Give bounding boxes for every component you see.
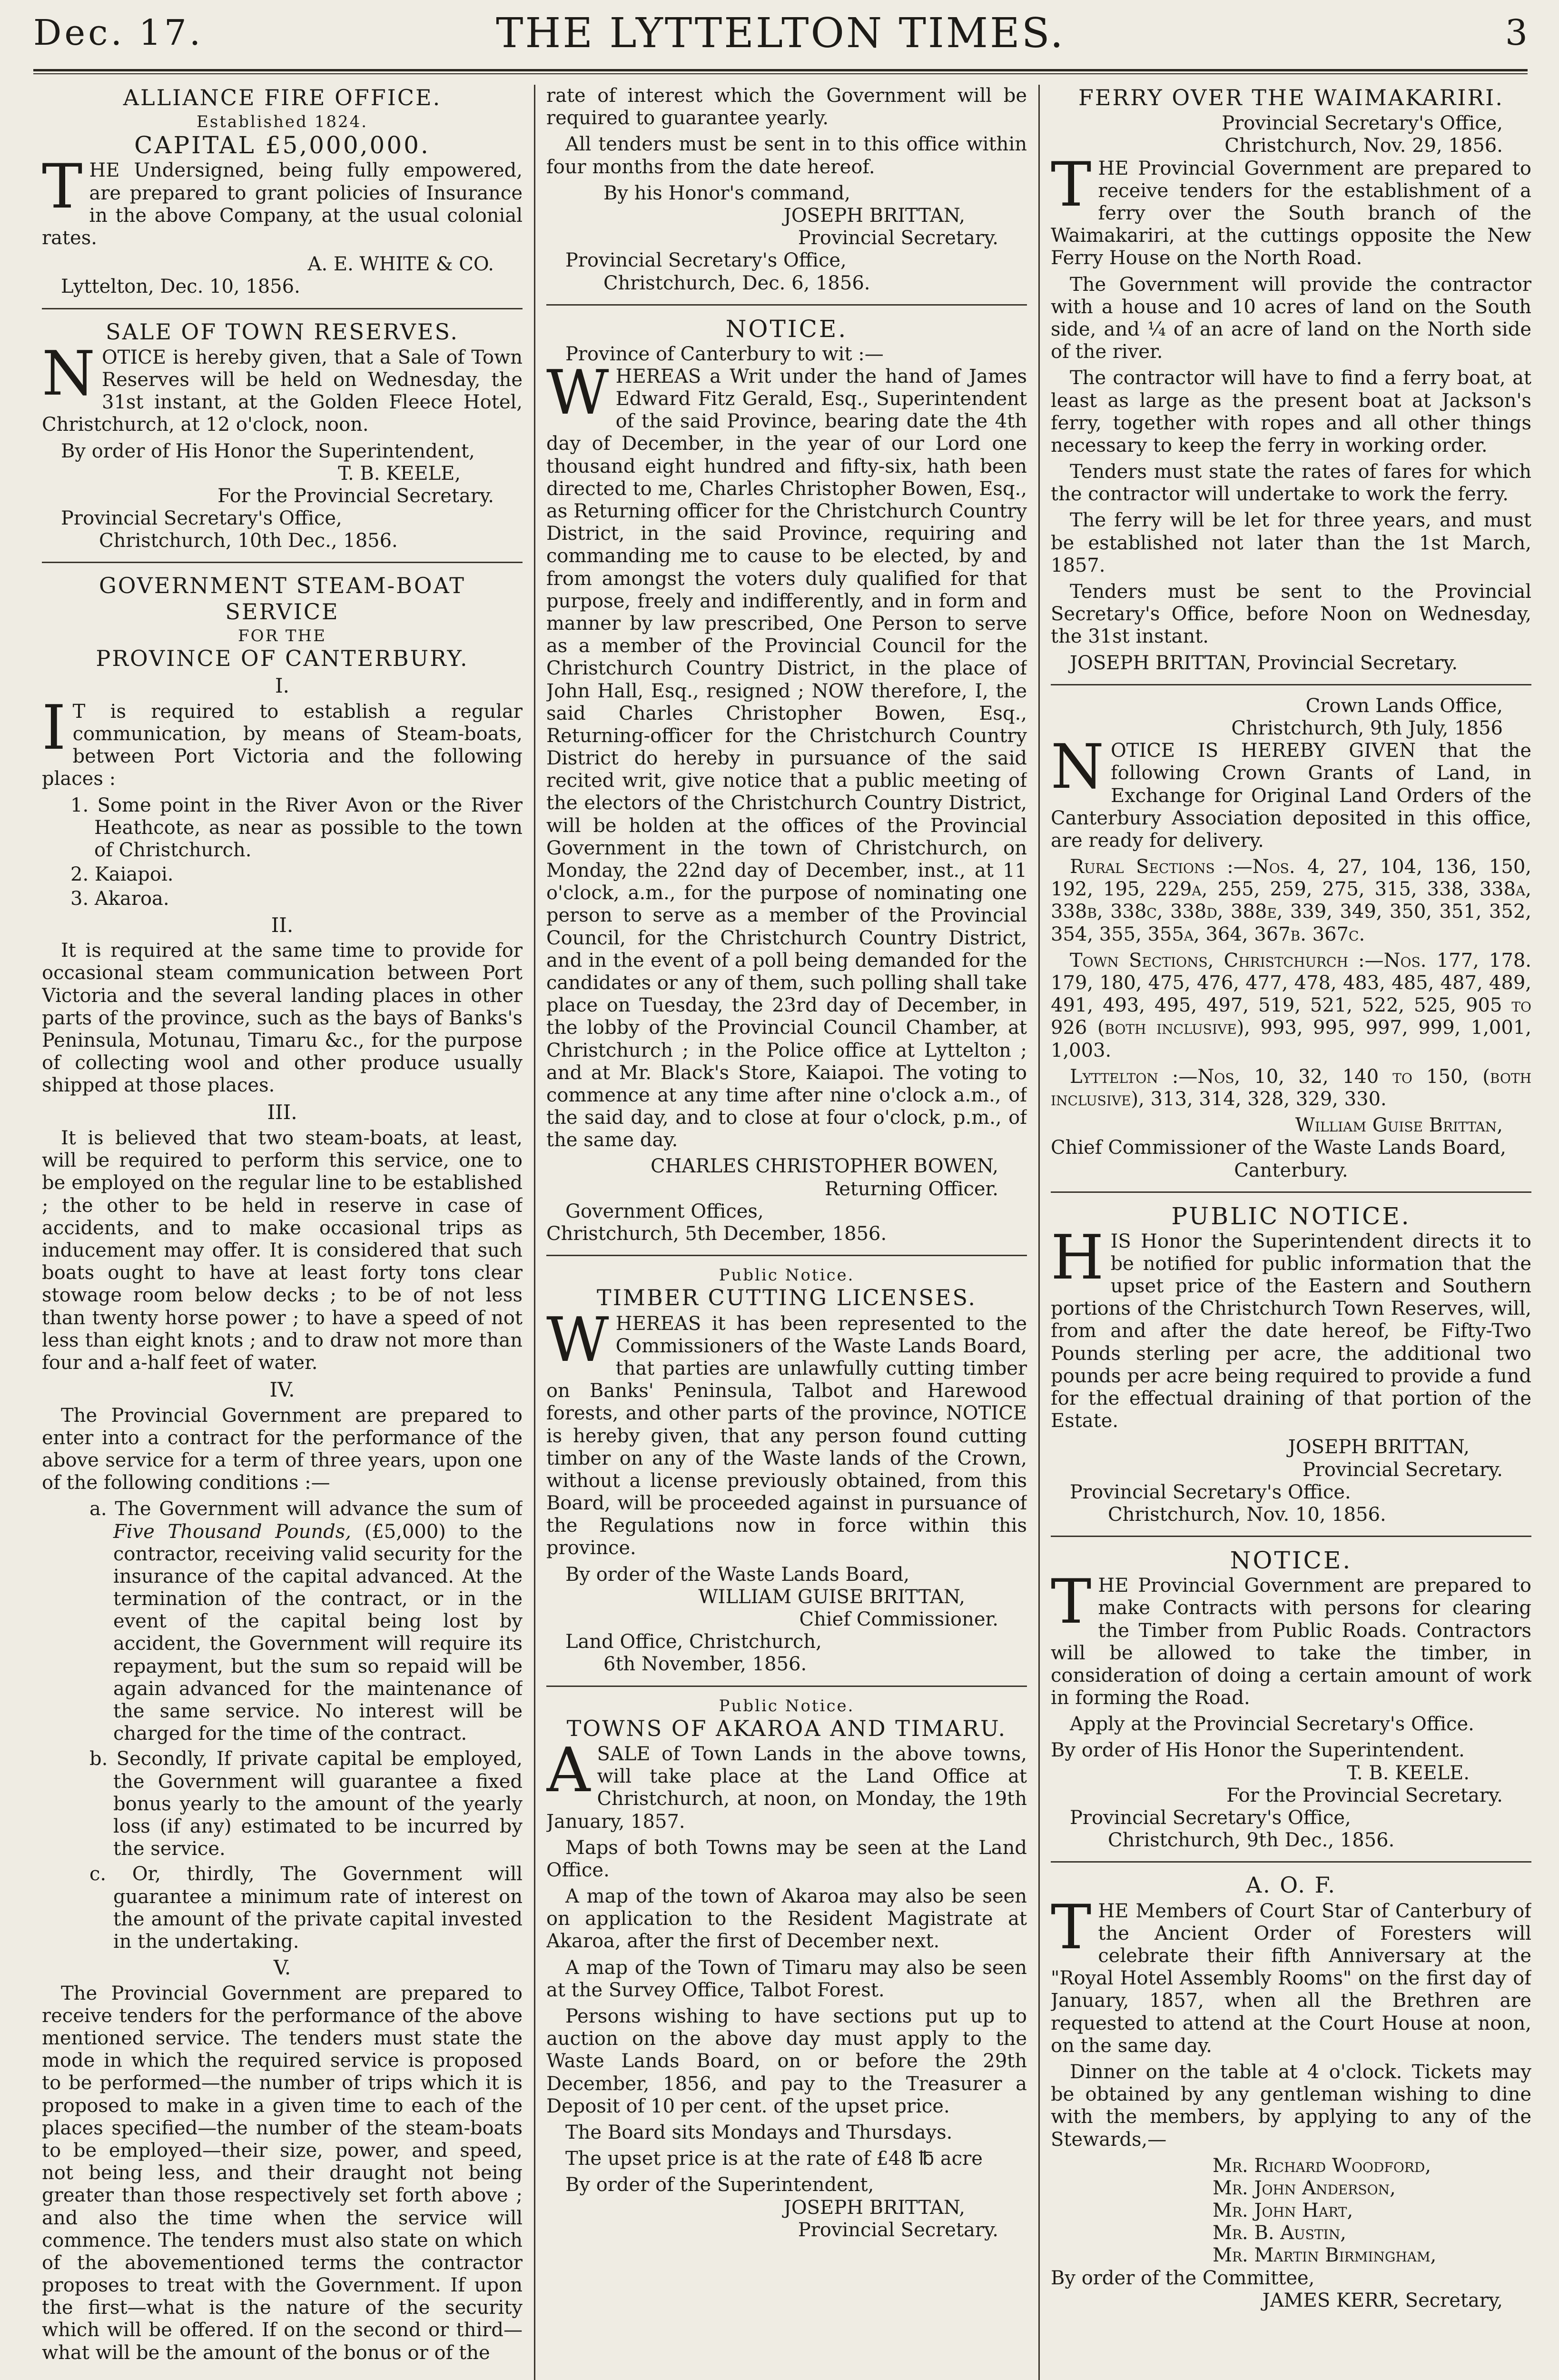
ad-kicker: Public Notice. xyxy=(719,1266,855,1285)
ad-dated: Christchurch, 9th Dec., 1856. xyxy=(1108,1829,1395,1852)
drop-cap: W xyxy=(546,357,609,428)
ad-paragraph: A map of the town of Akaroa may also be seen on application to the Resident Magistrate at Akaroa, after the first of December next. xyxy=(546,1885,1027,1953)
ad-paragraph: The Board sits Mondays and Thursdays. xyxy=(565,2121,953,2143)
ad-dated: Christchurch, Nov. 10, 1856. xyxy=(1108,1503,1386,1526)
ad-role: Provincial Secretary. xyxy=(798,2219,998,2241)
drop-cap: A xyxy=(546,1735,591,1806)
place-item: 3. Akaroa. xyxy=(70,888,169,910)
public-notice-town-reserves xyxy=(1051,1202,1531,1537)
ad-signature: WILLIAM GUISE BRITTAN, xyxy=(698,1586,965,1608)
ad-body: WHEREAS a Writ under the hand of James Edward Fitz Gerald, Esq., Superintendent of the said Province, bearing date the 4th day of December, in the year of our Lord one thousand eight hundred and fifty-six, hath been directed to me, Charles Christopher Bowen, Esq., as Returning officer for the Christchurch Country District, in the said Province, requiring and commanding me to cause to be elected, by and from amongst the voters duly qualified for that purpose, freely and indifferently, and in form and manner by law prescribed, One Person to serve as a member of the Provincial Council for the Christchurch Country District, in the place of John Hall, Esq., resigned ; NOW therefore, I, the said Charles Christopher Bowen, Esq., Returning-officer for the Christchurch Country District do hereby in pursuance of the said recited writ, give notice that a public meeting of the electors of the Christchurch Country District, will be holden at the offices of the Provincial Government in the town of Christchurch, on Monday, the 22nd day of December, inst., at 11 o'clock, a.m., for the purpose of nominating one person to serve as a member of the Provincial Council, for the Christchurch Country District, and in the event of a poll being demanded for the candidates or any of them, such polling shall take place on Tuesday, the 23rd day of December, in the lobby of the Provincial Council Chamber, at Christchurch ; in the Police office at Lyttelton ; and at Mr. Black's Store, Kaiapoi. The voting to commence at any time after nine o'clock a.m., of the said day, and to close at four o'clock, p.m., of the same day. xyxy=(546,357,1027,1151)
ad-role: Chief Commissioner of the Waste Lands Board, xyxy=(1051,1137,1506,1159)
aof-court-star-notice xyxy=(1051,1872,1531,2321)
ad-office: Land Office, Christchurch, xyxy=(565,1631,822,1653)
ad-signature: William Guise Brittan, xyxy=(1295,1114,1503,1137)
ad-paragraph: The upset price is at the rate of £48 ℔ acre xyxy=(565,2148,983,2170)
ad-dated: Christchurch, Dec. 6, 1856. xyxy=(603,272,870,294)
condition-b: b. Secondly, If private capital be employed, the Government will guarantee a fixed bonus yearly to the amount of the yearly loss (if any) estimated to be incurred by the service. xyxy=(89,1748,523,1860)
ad-title: FERRY OVER THE WAIMAKARIRI. xyxy=(1078,85,1504,110)
ad-title: NOTICE. xyxy=(1230,1547,1352,1575)
alliance-fire-office-ad xyxy=(42,85,523,309)
issue-date: Dec. 17. xyxy=(33,12,204,53)
masthead-rule xyxy=(33,69,1528,74)
section-number: I. xyxy=(275,674,289,698)
ad-signature: CHARLES CHRISTOPHER BOWEN, xyxy=(651,1155,998,1178)
ad-established: Established 1824. xyxy=(196,112,368,132)
drop-cap: T xyxy=(1051,1567,1092,1638)
ad-signature: JOSEPH BRITTAN, xyxy=(783,204,965,227)
column-1 xyxy=(42,85,523,2380)
ad-place: Canterbury. xyxy=(1234,1159,1348,1181)
drop-cap: T xyxy=(42,151,83,223)
steam-boat-service-ad xyxy=(42,573,523,2377)
ad-signature: A. E. WHITE & CO. xyxy=(307,253,494,276)
ad-office: Provincial Secretary's Office, xyxy=(61,507,342,530)
election-writ-notice xyxy=(546,315,1027,1257)
timber-cutting-licenses-notice xyxy=(546,1266,1027,1686)
ad-role: Chief Commissioner. xyxy=(799,1608,998,1630)
steward-name: Mr. John Hart, xyxy=(1213,2200,1353,2222)
section-text: The Provincial Government are prepared to receive tenders for the performance of the above mentioned service. The tenders must state the mode in which the required service is proposed to be performed—the number of trips which it is proposed to make in a given time to each of the places specified—the number of the steam-boats to be employed—their size, power, and speed, not being less, and their draught not being greater than those respectively set forth above ; and also the time when the service will commence. The tenders must also state on which of the abovementioned terms the contractor proposes to treat with the Government. If upon the first—what is the nature of the security which will be offered. If on the second or third—what will be the amount of the bonus or of the xyxy=(42,1982,523,2364)
ad-paragraph: Maps of both Towns may be seen at the Land Office. xyxy=(546,1836,1027,1881)
ad-title: TOWNS OF AKAROA AND TIMARU. xyxy=(566,1715,1007,1741)
ad-office: Provincial Secretary's Office, xyxy=(565,249,847,272)
column-divider xyxy=(1038,85,1040,2380)
ad-office: Government Offices, xyxy=(565,1200,764,1222)
drop-cap: T xyxy=(1051,1892,1092,1963)
steward-name: Mr. John Anderson, xyxy=(1213,2177,1396,2199)
ad-order: By order of His Honor the Superintendent, xyxy=(61,440,475,462)
section-number: V. xyxy=(273,1956,291,1980)
rural-sections: Rural Sections :—Nos. 4, 27, 104, 136, 150, 192, 195, 229a, 255, 259, 275, 315, 338, 338a, 338b, 338c, 338d, 388e, 339, 349, 350, 351, 352, 354, 355, 355a, 364, 367b. 367c. xyxy=(1051,856,1531,945)
place-item: 2. Kaiapoi. xyxy=(70,863,174,886)
ad-signature: JOSEPH BRITTAN, xyxy=(783,2196,965,2219)
ad-office: Crown Lands Office, xyxy=(1305,694,1503,717)
steam-boat-service-continued xyxy=(546,85,1027,306)
ad-order: By order of the Superintendent, xyxy=(565,2174,874,2196)
ad-body: NOTICE is hereby given, that a Sale of Town Reserves will be held on Wednesday, the 31st instant, at the Golden Fleece Hotel, Christchurch, at 12 o'clock, noon. xyxy=(42,338,523,436)
ad-title: ALLIANCE FIRE OFFICE. xyxy=(123,85,442,110)
town-sections: Town Sections, Christchurch :—Nos. 177, 178. 179, 180, 475, 476, 477, 478, 483, 485, 487, 489, 491, 493, 495, 497, 519, 521, 522, 525, 905 to 926 (both inclusive), 993, 995, 997, 999, 1,001, 1,003. xyxy=(1051,949,1531,1061)
ad-order: By order of His Honor the Superintendent. xyxy=(1051,1739,1465,1762)
masthead xyxy=(33,6,1528,63)
drop-cap: W xyxy=(546,1304,609,1376)
ad-signature: T. B. KEELE. xyxy=(1347,1762,1470,1784)
ad-body: WHEREAS it has been represented to the Commissioners of the Waste Lands Board, that parties are unlawfully cutting timber on Banks' Peninsula, Talbot and Harewood forests, and other parts of the province, NOTICE is hereby given, that any person found cutting timber on any of the Waste lands of the Crown, without a license previously obtained, from this Board, will be proceeded against in pursuance of the Regulations now in force within this province. xyxy=(546,1304,1027,1559)
drop-cap: N xyxy=(42,338,95,409)
steward-name: Mr. Richard Woodford, xyxy=(1213,2154,1431,2177)
lyttelton-sections: Lyttelton :—Nos, 10, 32, 140 to 150, (both inclusive), 313, 314, 328, 329, 330. xyxy=(1051,1065,1531,1110)
section-number: II. xyxy=(271,913,294,937)
ferry-waimakariri-notice xyxy=(1051,85,1531,685)
section-text: It is required at the same time to provide for occasional steam communication between Port Victoria and the several landing places in other parts of the province, such as the bays of Banks's Peninsula, Motunau, Timaru &c., for the purpose of collecting wool and other produce usually shipped at those places. xyxy=(42,940,523,1097)
ad-paragraph: Tenders must be sent to the Provincial Secretary's Office, before Noon on Wednesday, the 31st instant. xyxy=(1051,581,1531,648)
page-number: 3 xyxy=(1505,12,1528,53)
ad-body: THE Provincial Government are prepared to make Contracts with persons for clearing the Timber from Public Roads. Contractors will be allowed to take the timber, in consideration of doing a certain amount of work in forming the Road. xyxy=(1051,1567,1531,1709)
ad-province: PROVINCE OF CANTERBURY. xyxy=(96,645,469,672)
crown-lands-notice xyxy=(1051,695,1531,1193)
ad-order: By order of the Committee, xyxy=(1051,2267,1315,2289)
ad-for: For the Provincial Secretary. xyxy=(1226,1784,1503,1806)
ad-paragraph: A map of the Town of Timaru may also be seen at the Survey Office, Talbot Forest. xyxy=(546,1956,1027,2001)
ad-title: TIMBER CUTTING LICENSES. xyxy=(597,1285,977,1311)
ad-paragraph: Apply at the Provincial Secretary's Office. xyxy=(1070,1713,1474,1735)
condition-a: a. The Government will advance the sum of Five Thousand Pounds, (£5,000) to the contractor, receiving valid security for the insurance of the capital advanced. At the termination of the contract, or in the event of the capital being lost by accident, the Government will require its repayment, but the sum so repaid will be again advanced for the maintenance of the same service. No interest will be charged for the time of the contract. xyxy=(89,1498,523,1745)
ad-order: By order of the Waste Lands Board, xyxy=(565,1563,910,1586)
drop-cap: T xyxy=(1051,149,1092,220)
ad-title: GOVERNMENT STEAM-BOAT SERVICE xyxy=(99,573,465,625)
ad-dated: Lyttelton, Dec. 10, 1856. xyxy=(61,276,300,298)
ad-body: THE Provincial Government are prepared to receive tenders for the establishment of a ferry over the South branch of the Waimakariri, at the cuttings opposite the New Ferry House on the North Road. xyxy=(1051,149,1531,269)
ad-capital: CAPITAL £5,000,000. xyxy=(134,131,430,159)
continued-text: rate of interest which the Government will be required to guarantee yearly. xyxy=(546,85,1027,129)
ad-title: SALE OF TOWN RESERVES. xyxy=(106,318,459,345)
ad-role: Returning Officer. xyxy=(825,1178,998,1200)
ad-dated: Christchurch, 10th Dec., 1856. xyxy=(99,530,398,552)
ad-order: By his Honor's command, xyxy=(603,182,850,204)
ad-paragraph: Tenders must state the rates of fares for which the contractor will undertake to work the ferry. xyxy=(1051,461,1531,506)
ad-paragraph: The ferry will be let for three years, and must be established not later than the 1st March, 1857. xyxy=(1051,509,1531,576)
ad-body: ASALE of Town Lands in the above towns, will take place at the Land Office at Christchurch, at noon, on Monday, the 19th January, 1857. xyxy=(546,1735,1027,1833)
drop-cap: N xyxy=(1051,732,1104,803)
place-item: 1. Some point in the River Avon or the River Heathcote, as near as possible to the town of Christchurch. xyxy=(70,794,523,862)
ad-for-the: FOR THE xyxy=(237,626,327,645)
ad-dated: Christchurch, 5th December, 1856. xyxy=(546,1223,887,1245)
ad-office: Provincial Secretary's Office. xyxy=(1070,1481,1351,1503)
ad-for: For the Provincial Secretary. xyxy=(217,485,494,507)
ad-paragraph: The contractor will have to find a ferry boat, at least as large as the present boat at Jackson's ferry, together with ropes and all other things necessary to keep the ferry in working order. xyxy=(1051,367,1531,456)
newspaper-title: THE LYTTELTON TIMES. xyxy=(496,10,1065,57)
notice-public-roads xyxy=(1051,1547,1531,1863)
ad-dated: 6th November, 1856. xyxy=(603,1653,807,1676)
section-number: III. xyxy=(267,1101,297,1124)
ad-paragraph: Dinner on the table at 4 o'clock. Tickets may be obtained by any gentleman wishing to dine with the members, by applying to any of the Stewards,— xyxy=(1051,2061,1531,2151)
drop-cap: I xyxy=(42,692,66,764)
ad-body: HIS Honor the Superintendent directs it to be notified for public information that the upset price of the Eastern and Southern portions of the Christchurch Town Reserves, will, from and after the date hereof, be Fifty-Two Pounds sterling per acre, the additional two pounds per acre being required to provide a fund for the effectual draining of that portion of the Estate. xyxy=(1051,1222,1531,1432)
drop-cap: H xyxy=(1051,1222,1104,1293)
ad-dated: Christchurch, Nov. 29, 1856. xyxy=(1224,135,1503,157)
ad-signature: JOSEPH BRITTAN, xyxy=(1288,1436,1470,1458)
section-text: It is believed that two steam-boats, at least, will be required to perform this service, one to be employed on the regular line to be established ; the other to be held in reserve in case of accidents, and to make occasional trips as inducement may offer. It is considered that such boats ought to have at least forty tons clear stowage room below decks ; to be of not less than twenty horse power ; to have a speed of not less than eight knots ; and to draw not more than four and a-half feet of water. xyxy=(42,1127,523,1374)
ad-kicker: Public Notice. xyxy=(719,1696,855,1716)
section-number: IV. xyxy=(269,1378,295,1402)
column-divider xyxy=(534,85,535,2380)
ad-title: PUBLIC NOTICE. xyxy=(1171,1202,1411,1230)
tender-instructions: All tenders must be sent in to this office within four months from the date hereof. xyxy=(546,133,1027,178)
ad-signature: JAMES KERR, Secretary, xyxy=(1262,2289,1503,2311)
ad-paragraph: The Government will provide the contractor with a house and 10 acres of land on the South side, and ¼ of an acre of land on the North side of the river. xyxy=(1051,273,1531,363)
ad-body: NOTICE IS HEREBY GIVEN that the following Crown Grants of Land, in Exchange for Original Land Orders of the Canterbury Association deposited in this office, are ready for delivery. xyxy=(1051,732,1531,852)
ad-province: Province of Canterbury to wit :— xyxy=(565,343,884,365)
ad-office: Provincial Secretary's Office, xyxy=(1070,1807,1351,1829)
sale-of-town-reserves-ad xyxy=(42,319,523,564)
towns-akaroa-timaru-notice xyxy=(546,1696,1027,2251)
column-3 xyxy=(1051,85,1531,2380)
ad-paragraph: Persons wishing to have sections put up to auction on the above day must apply to the Waste Lands Board, on or before the 29th December, 1856, and pay to the Treasurer a Deposit of 10 per cent. of the upset price. xyxy=(546,2005,1027,2117)
steward-name: Mr. B. Austin, xyxy=(1213,2222,1346,2244)
ad-signature: JOSEPH BRITTAN, Provincial Secretary. xyxy=(1070,652,1458,674)
ad-office: Provincial Secretary's Office, xyxy=(1222,112,1503,135)
ad-dated: Christchurch, 9th July, 1856 xyxy=(1231,717,1503,739)
ad-body: THE Undersigned, being fully empowered, are prepared to grant policies of Insurance in the above Company, at the usual colonial rates. xyxy=(42,151,523,249)
steward-name: Mr. Martin Birmingham, xyxy=(1213,2244,1437,2267)
ad-role: Provincial Secretary. xyxy=(1302,1458,1503,1481)
ad-title: A. O. F. xyxy=(1245,1872,1337,1898)
condition-c: c. Or, thirdly, The Government will guarantee a minimum rate of interest on the amount of the private capital invested in the undertaking. xyxy=(89,1863,523,1953)
ad-signature: T. B. KEELE, xyxy=(338,462,461,485)
ad-title: NOTICE. xyxy=(725,315,848,343)
ad-role: Provincial Secretary. xyxy=(798,227,998,249)
ad-body: THE Members of Court Star of Canterbury of the Ancient Order of Foresters will celebrate their fifth Anniversary at the "Royal Hotel Assembly Rooms" on the first day of January, 1857, when all the Brethren are requested to attend at the Court House at noon, on the same day. xyxy=(1051,1892,1531,2057)
section-text: The Provincial Government are prepared to enter into a contract for the performance of the above service for a term of three years, upon one of the following conditions :— xyxy=(42,1404,523,1494)
column-2 xyxy=(546,85,1027,2380)
section-text: I T is required to establish a regular communication, by means of Steam-boats, between Port Victoria and the following places : xyxy=(42,692,523,790)
